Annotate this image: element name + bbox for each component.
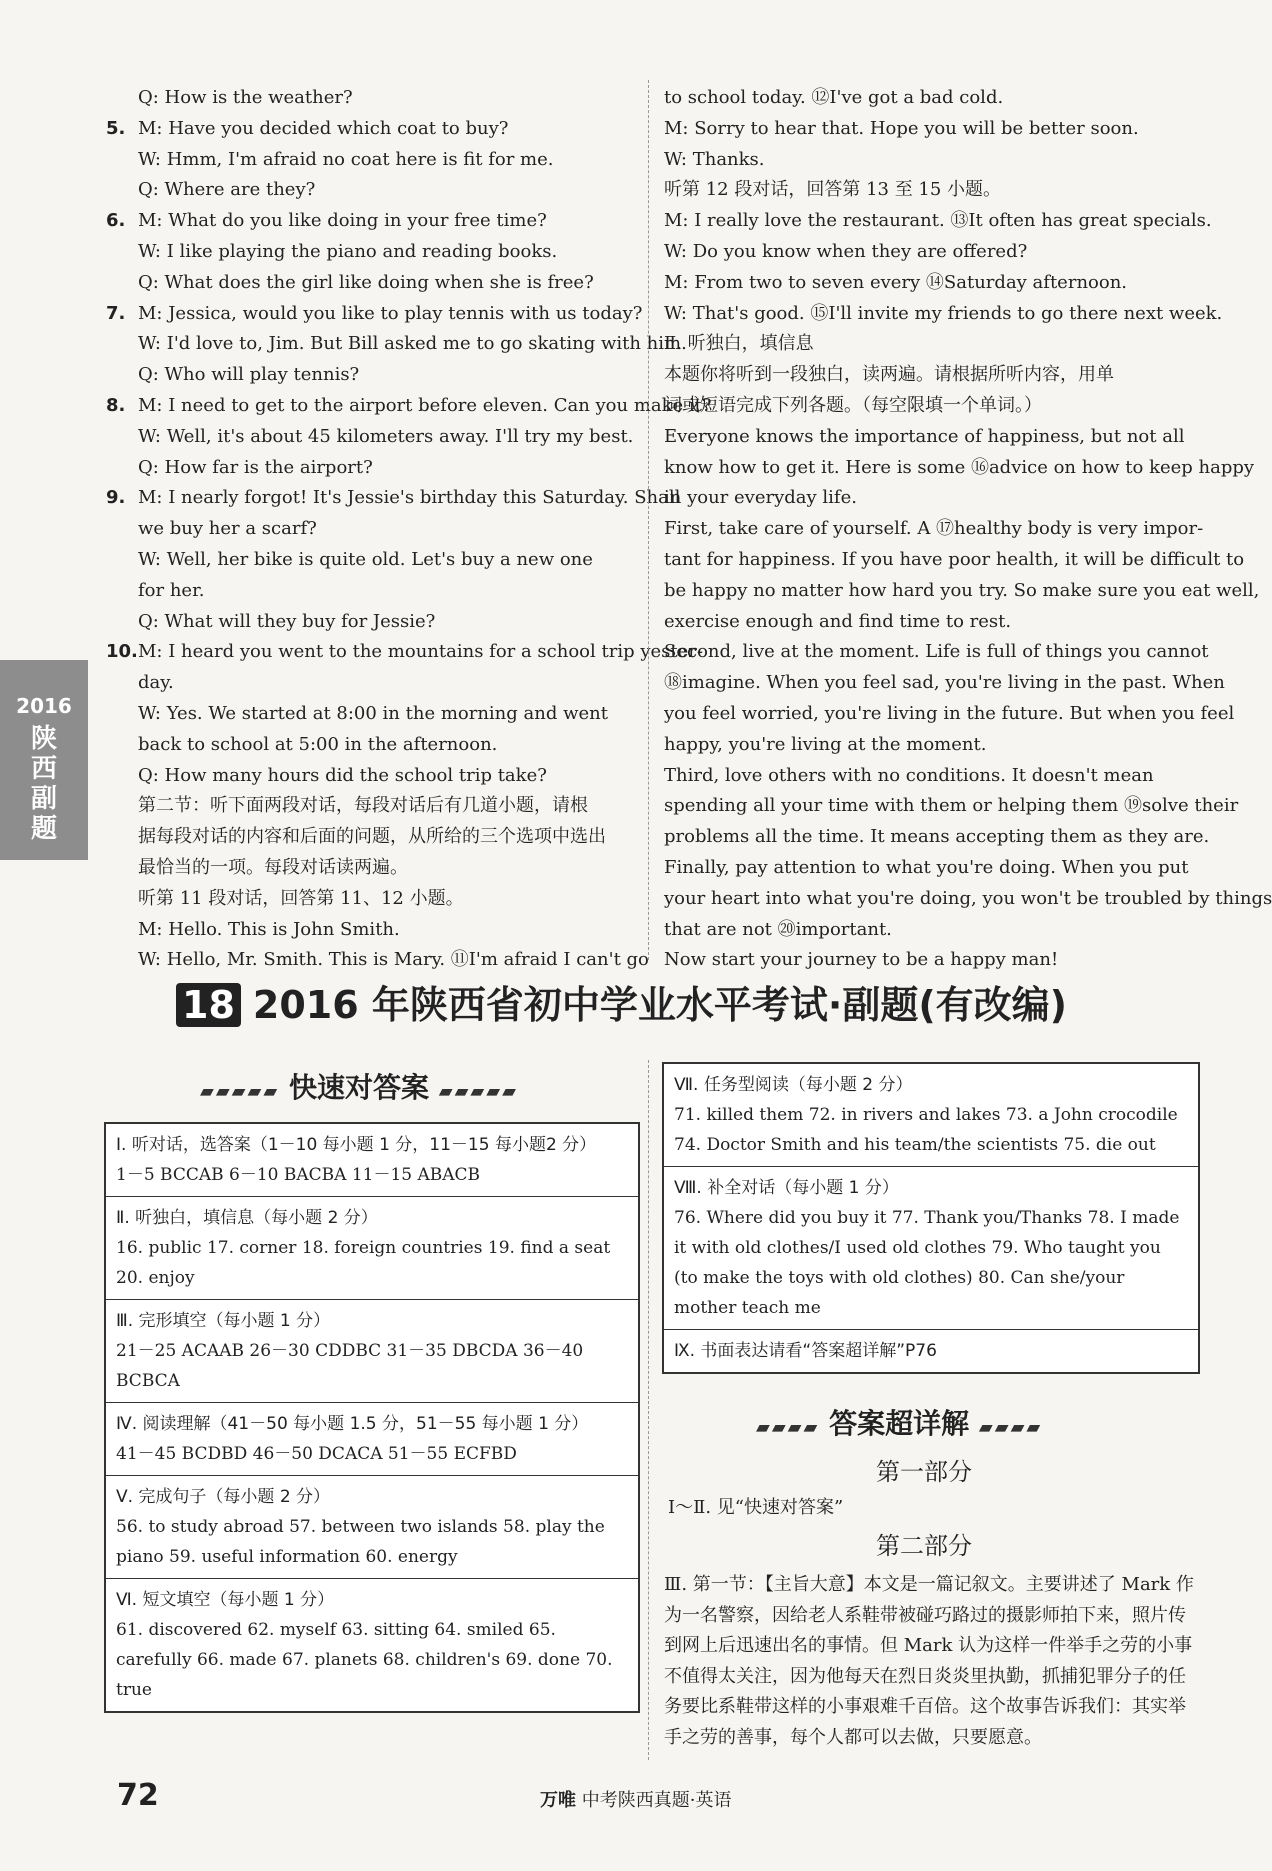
text-line bbox=[664, 86, 1198, 110]
text-line bbox=[664, 856, 1198, 880]
text-line bbox=[138, 548, 638, 572]
line-text: Q: How far is the airport? bbox=[138, 456, 373, 478]
answer-section bbox=[106, 1403, 638, 1476]
text-line bbox=[664, 948, 1198, 972]
side-tab bbox=[0, 660, 88, 860]
line-text: 据每段对话的内容和后面的问题，从所给的三个选项中选出 bbox=[138, 826, 606, 848]
text-line bbox=[138, 332, 687, 356]
answer-section bbox=[106, 1476, 638, 1579]
text-line bbox=[664, 702, 1235, 726]
text-line bbox=[138, 948, 649, 972]
text-line bbox=[138, 764, 638, 788]
text-line bbox=[106, 302, 643, 326]
part-two-heading: 第二部分 bbox=[876, 1532, 972, 1560]
text-line bbox=[138, 825, 638, 849]
line-text: M: Hello. This is John Smith. bbox=[138, 918, 400, 940]
answer-section-body: 41－45 BCDBD 46－50 DCACA 51－55 ECFBD bbox=[116, 1444, 517, 1464]
line-text: M: I need to get to the airport before eleven. Can you make it? bbox=[138, 395, 712, 416]
item-number: 5. bbox=[106, 117, 126, 139]
answer-box-left bbox=[104, 1122, 640, 1713]
line-text: 本题你将听到一段独白，读两遍。请根据所听内容，用单 bbox=[664, 364, 1114, 386]
line-text: M: I nearly forgot! It's Jessie's birthday this Saturday. Shall bbox=[138, 487, 681, 509]
page-number: 72 bbox=[117, 1778, 159, 1813]
line-text: W: Thanks. bbox=[664, 148, 765, 170]
answer-section-heading: Ⅰ. 听对话，选答案（1－10 每小题 1 分，11－15 每小题2 分） bbox=[116, 1135, 597, 1155]
line-text: we buy her a scarf? bbox=[138, 518, 317, 540]
text-line bbox=[664, 825, 1210, 849]
line-text: 最恰当的一项。每段对话读两遍。 bbox=[138, 857, 408, 878]
text-line bbox=[664, 148, 1198, 172]
text-line bbox=[138, 517, 638, 541]
text-line bbox=[664, 548, 1245, 572]
line-text: M: Have you decided which coat to buy? bbox=[138, 117, 509, 139]
text-line bbox=[138, 240, 638, 264]
item-number: 6. bbox=[106, 210, 126, 232]
text-line bbox=[138, 733, 638, 757]
answer-section-body: 56. to study abroad 57. between two islands 58. play the piano 59. useful information 60. energy bbox=[116, 1517, 605, 1567]
line-text: you feel worried, you're living in the future. But when you feel bbox=[664, 703, 1235, 724]
line-text: W: I like playing the piano and reading books. bbox=[138, 241, 558, 262]
answer-section-heading: Ⅶ. 任务型阅读（每小题 2 分） bbox=[674, 1075, 913, 1095]
text-line bbox=[138, 671, 638, 695]
line-text: M: Jessica, would you like to play tennis with us today? bbox=[138, 302, 643, 324]
line-text: W: Hello, Mr. Smith. This is Mary. ⑪I'm afraid I can't go bbox=[138, 949, 649, 971]
line-text: in your everyday life. bbox=[664, 487, 857, 509]
line-text: back to school at 5:00 in the afternoon. bbox=[138, 733, 498, 755]
answer-section-heading: Ⅲ. 完形填空（每小题 1 分） bbox=[116, 1311, 331, 1331]
line-text: W: Yes. We started at 8:00 in the morning and went bbox=[138, 703, 608, 724]
text-line bbox=[664, 486, 1198, 510]
line-text: Third, love others with no conditions. It doesn't mean bbox=[664, 764, 1154, 786]
answer-section bbox=[106, 1197, 638, 1300]
text-line bbox=[106, 209, 638, 233]
text-line bbox=[664, 887, 1272, 911]
line-text: W: Hmm, I'm afraid no coat here is fit for me. bbox=[138, 148, 554, 170]
text-line bbox=[664, 794, 1239, 818]
answer-section bbox=[664, 1064, 1198, 1167]
text-line bbox=[138, 702, 638, 726]
line-text: M: I really love the restaurant. ⑬It often has great specials. bbox=[664, 210, 1212, 232]
line-text: M: What do you like doing in your free time? bbox=[138, 210, 547, 232]
text-line bbox=[664, 425, 1198, 449]
line-text: tant for happiness. If you have poor health, it will be difficult to bbox=[664, 549, 1245, 570]
line-text: W: Do you know when they are offered? bbox=[664, 241, 1028, 262]
side-tab-year: 2016 bbox=[16, 694, 72, 718]
answer-section-body: 21－25 ACAAB 26－30 CDDBC 31－35 DBCDA 36－40 BCBCA bbox=[116, 1341, 584, 1391]
text-line bbox=[664, 332, 1198, 356]
answer-section-heading: Ⅷ. 补全对话（每小题 1 分） bbox=[674, 1178, 899, 1198]
answer-section-heading: Ⅴ. 完成句子（每小题 2 分） bbox=[116, 1487, 331, 1507]
text-line bbox=[138, 456, 638, 480]
text-line bbox=[138, 425, 638, 449]
text-line bbox=[664, 640, 1209, 664]
text-line bbox=[664, 671, 1225, 695]
exam-number-badge: 18 bbox=[176, 983, 241, 1027]
line-text: Q: How is the weather? bbox=[138, 87, 353, 108]
line-text: that are not ⑳important. bbox=[664, 918, 892, 940]
line-text: 听第 11 段对话，回答第 11、12 小题。 bbox=[138, 887, 464, 909]
answer-section-heading: Ⅵ. 短文填空（每小题 1 分） bbox=[116, 1590, 335, 1610]
text-line bbox=[664, 918, 1198, 942]
text-line bbox=[664, 456, 1255, 480]
text-line bbox=[106, 117, 638, 141]
line-text: your heart into what you're doing, you won't be troubled by things bbox=[664, 887, 1272, 909]
footer-text: 中考陕西真题·英语 bbox=[581, 1790, 732, 1811]
line-text: Q: What will they buy for Jessie? bbox=[138, 610, 436, 632]
text-line bbox=[664, 178, 1198, 202]
line-text: W: Well, it's about 45 kilometers away. I'll try my best. bbox=[138, 425, 634, 447]
line-text: Second, live at the moment. Life is full of things you cannot bbox=[664, 641, 1209, 663]
answer-section bbox=[664, 1167, 1198, 1330]
line-text: day. bbox=[138, 672, 174, 694]
line-text: spending all your time with them or helping them ⑲solve their bbox=[664, 795, 1239, 817]
item-number: 7. bbox=[106, 302, 126, 324]
text-line bbox=[106, 486, 681, 510]
line-text: Q: Who will play tennis? bbox=[138, 364, 360, 386]
text-line bbox=[664, 302, 1223, 326]
text-line bbox=[138, 86, 638, 110]
item-number: 9. bbox=[106, 487, 126, 509]
text-line bbox=[138, 148, 638, 172]
text-line bbox=[664, 610, 1198, 634]
answer-box-right bbox=[662, 1062, 1200, 1374]
text-line bbox=[138, 794, 638, 818]
answer-section-heading: Ⅳ. 阅读理解（41－50 每小题 1.5 分，51－55 每小题 1 分） bbox=[116, 1414, 589, 1434]
text-line bbox=[138, 856, 638, 880]
text-line bbox=[664, 209, 1212, 233]
exam-title-text: 2016 年陕西省初中学业水平考试·副题(有改编) bbox=[252, 983, 1068, 1027]
brand-logo: 万唯 bbox=[540, 1790, 576, 1811]
answer-section-body: 71. killed them 72. in rivers and lakes 73. a John crocodile 74. Doctor Smith and his team/the scientists 75. die out bbox=[674, 1105, 1178, 1155]
answer-section bbox=[106, 1579, 638, 1711]
item-number: 10. bbox=[106, 641, 138, 663]
text-line bbox=[664, 579, 1260, 603]
text-line bbox=[664, 117, 1198, 141]
text-line bbox=[106, 394, 712, 418]
line-text: 听第 12 段对话，回答第 13 至 15 小题。 bbox=[664, 179, 1002, 201]
text-line bbox=[664, 240, 1198, 264]
text-line bbox=[664, 271, 1198, 295]
line-text: Q: What does the girl like doing when she is free? bbox=[138, 271, 594, 293]
line-text: Ⅱ. 听独白，填信息 bbox=[664, 333, 814, 355]
answer-section-body: 1－5 BCCAB 6－10 BACBA 11－15 ABACB bbox=[116, 1165, 481, 1185]
exam-title bbox=[176, 974, 1067, 1029]
line-text: W: I'd love to, Jim. But Bill asked me to go skating with him. bbox=[138, 333, 687, 355]
quick-answers-heading: ▰▰▰▰▰ 快速对答案 ▰▰▰▰▰ bbox=[200, 1071, 518, 1104]
text-line bbox=[138, 579, 638, 603]
text-line bbox=[138, 271, 638, 295]
text-line bbox=[664, 764, 1198, 788]
line-text: for her. bbox=[138, 579, 205, 601]
line-text: problems all the time. It means accepting them as they are. bbox=[664, 826, 1210, 848]
line-text: exercise enough and find time to rest. bbox=[664, 610, 1012, 632]
text-line bbox=[664, 517, 1204, 541]
text-line bbox=[664, 363, 1198, 387]
text-line bbox=[138, 887, 638, 911]
text-line bbox=[664, 733, 1198, 757]
column-divider-lower bbox=[648, 1060, 649, 1760]
text-line bbox=[138, 178, 638, 202]
line-text: M: I heard you went to the mountains for a school trip yester- bbox=[138, 641, 703, 663]
answer-section-body: 76. Where did you buy it 77. Thank you/Thanks 78. I made it with old clothes/I used old clothes 79. Who taught you (to make the toys with old clothes) 80. Can she/your mother teach me bbox=[674, 1208, 1180, 1318]
line-text: be happy no matter how hard you try. So make sure you eat well, bbox=[664, 579, 1260, 601]
footer-brand bbox=[540, 1786, 731, 1812]
answer-section bbox=[664, 1330, 1198, 1372]
line-text: 第二节：听下面两段对话，每段对话后有几道小题，请根 bbox=[138, 795, 588, 817]
text-line bbox=[138, 610, 638, 634]
answer-section-heading: Ⅱ. 听独白，填信息（每小题 2 分） bbox=[116, 1208, 378, 1228]
answer-section-body: 61. discovered 62. myself 63. sitting 64. smiled 65. carefully 66. made 67. planets 68. children's 69. done 70. true bbox=[116, 1620, 613, 1700]
line-text: M: From two to seven every ⑭Saturday afternoon. bbox=[664, 271, 1128, 293]
line-text: Now start your journey to be a happy man! bbox=[664, 949, 1059, 971]
answer-section-heading: Ⅸ. 书面表达请看“答案超详解”P76 bbox=[674, 1341, 937, 1361]
line-text: W: Well, her bike is quite old. Let's buy a new one bbox=[138, 549, 593, 570]
line-text: Finally, pay attention to what you're doing. When you put bbox=[664, 857, 1189, 878]
line-text: Q: How many hours did the school trip take? bbox=[138, 764, 547, 786]
line-text: W: That's good. ⑮I'll invite my friends to go there next week. bbox=[664, 302, 1223, 324]
line-text: 词或短语完成下列各题。（每空限填一个单词。） bbox=[664, 395, 1042, 416]
text-line bbox=[106, 640, 703, 664]
answer-section-body: 16. public 17. corner 18. foreign countries 19. find a seat 20. enjoy bbox=[116, 1238, 611, 1288]
line-text: Q: Where are they? bbox=[138, 179, 316, 201]
answer-section bbox=[106, 1124, 638, 1197]
text-line bbox=[664, 394, 1198, 418]
side-tab-text: 陕西副题 bbox=[30, 724, 57, 844]
line-text: Everyone knows the importance of happiness, but not all bbox=[664, 425, 1185, 447]
text-line bbox=[138, 918, 638, 942]
part-one-heading: 第一部分 bbox=[876, 1458, 972, 1486]
item-number: 8. bbox=[106, 395, 126, 416]
line-text: happy, you're living at the moment. bbox=[664, 733, 987, 755]
line-text: know how to get it. Here is some ⑯advice on how to keep happy bbox=[664, 456, 1255, 478]
text-line bbox=[138, 363, 638, 387]
part-two-text: Ⅲ. 第一节：【主旨大意】本文是一篇记叙文。主要讲述了 Mark 作为一名警察，因给老人系鞋带被碰巧路过的摄影师拍下来，照片传到网上后迅速出名的事情。但 Mark 认为这样一件举手之劳的小事不值得太关注，因为他每天在烈日炎炎里执勤，抓捕犯罪分子的任务要比系鞋带这样的小事艰难千百倍。这个故事告诉我们：其实举手之劳的善事，每个人都可以去做，只要愿意。 bbox=[664, 1574, 1194, 1748]
line-text: to school today. ⑫I've got a bad cold. bbox=[664, 87, 1004, 108]
line-text: ⑱imagine. When you feel sad, you're living in the past. When bbox=[664, 672, 1225, 694]
part-one-note: Ⅰ～Ⅱ. 见“快速对答案” bbox=[668, 1497, 844, 1518]
answer-section bbox=[106, 1300, 638, 1403]
column-divider bbox=[648, 80, 649, 960]
line-text: M: Sorry to hear that. Hope you will be better soon. bbox=[664, 117, 1139, 139]
line-text: First, take care of yourself. A ⑰healthy body is very impor- bbox=[664, 518, 1204, 540]
detail-heading: ▰▰▰▰ 答案超详解 ▰▰▰▰ bbox=[756, 1407, 1043, 1440]
